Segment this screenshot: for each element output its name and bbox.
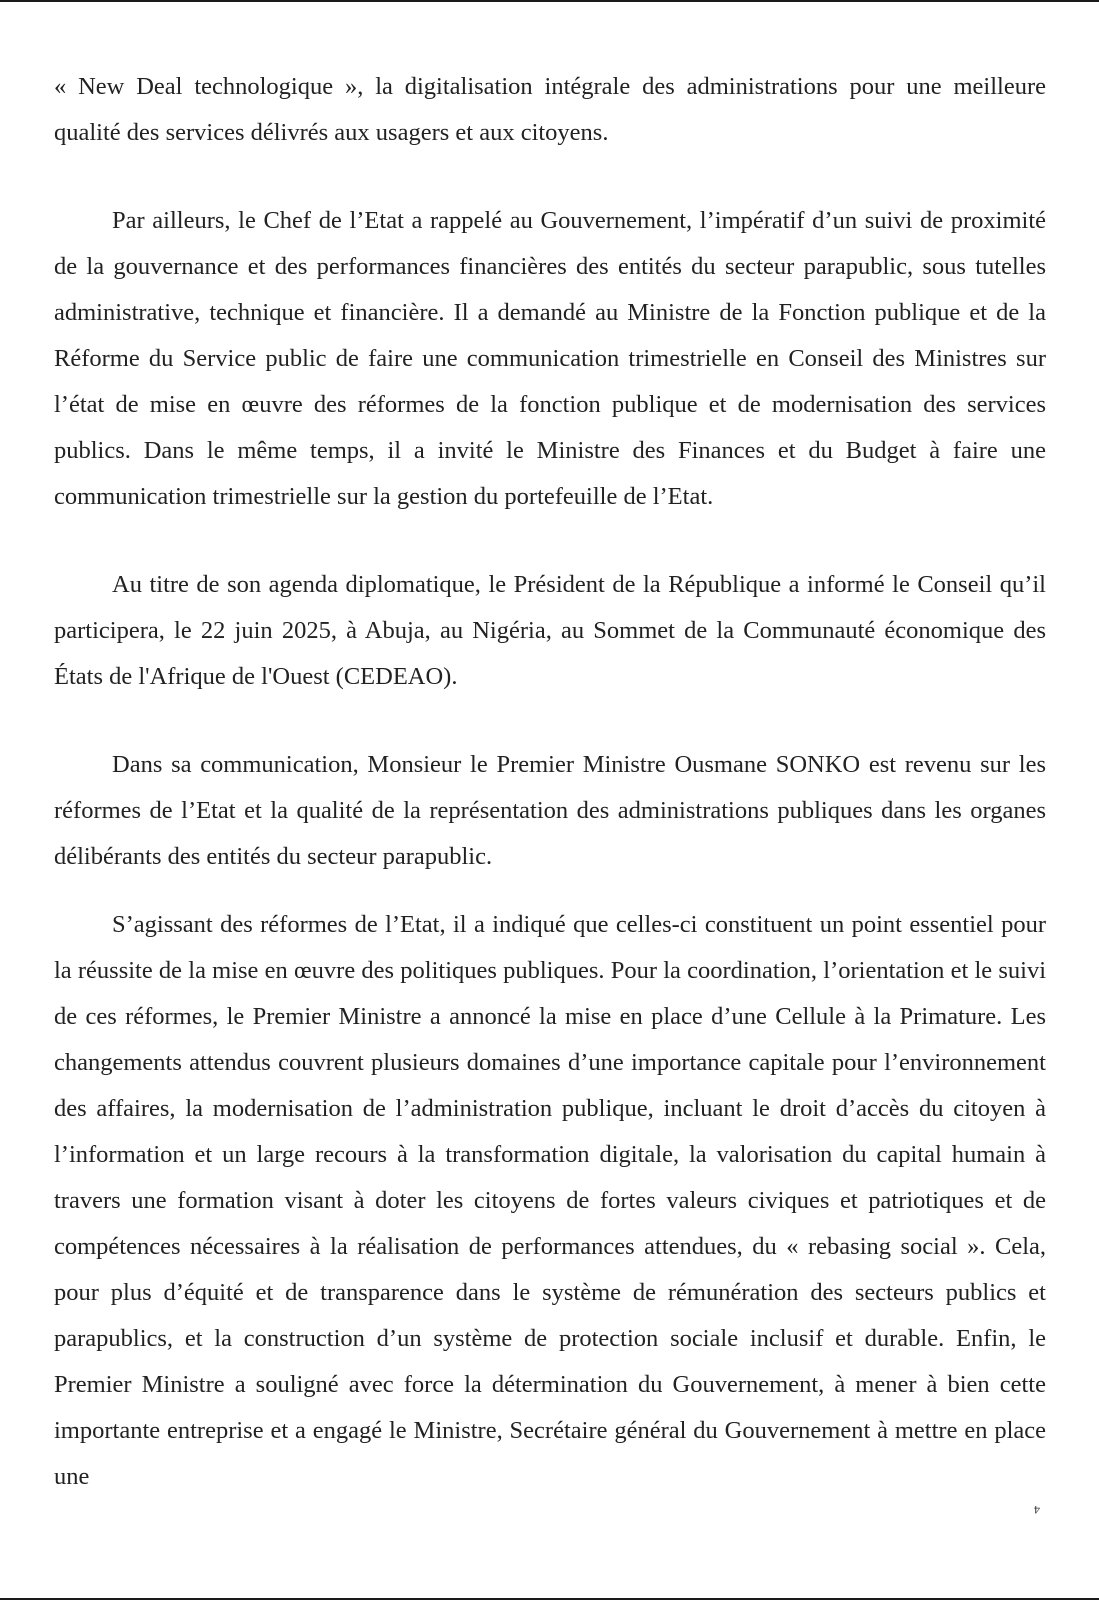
paragraph-diplomatic-agenda: Au titre de son agenda diplomatique, le Président de la République a informé le Conseil qu’il participera, le 22 juin 2025, à Abuja, au Nigéria, au Sommet de la Communauté économique des États de l'Afrique de l'Ouest (CEDEAO). — [54, 571, 1046, 690]
page-number: 4 — [1034, 1503, 1040, 1517]
paragraph-continuation: « New Deal technologique », la digitalisation intégrale des administrations pour une meilleure qualité des services délivrés aux usagers et aux citoyens. — [54, 73, 1046, 146]
document-body — [54, 64, 1046, 1500]
paragraph-governance-followup: Par ailleurs, le Chef de l’Etat a rappelé au Gouvernement, l’impératif d’un suivi de proximité de la gouvernance et des performances financières des entités du secteur parapublic, sous tutelles administrative, technique et financière. Il a demandé au Ministre de la Fonction publique et de la Réforme du Service public de faire une communication trimestrielle en Conseil des Ministres sur l’état de mise en œuvre des réformes de la fonction publique et de modernisation des services publics. Dans le même temps, il a invité le Ministre des Finances et du Budget à faire une communication trimestrielle sur la gestion du portefeuille de l’Etat. — [54, 207, 1046, 510]
paragraph-state-reforms: S’agissant des réformes de l’Etat, il a indiqué que celles-ci constituent un point essentiel pour la réussite de la mise en œuvre des politiques publiques. Pour la coordination, l’orientation et le suivi de ces réformes, le Premier Ministre a annoncé la mise en place d’une Cellule à la Primature. Les changements attendus couvrent plusieurs domaines d’une importance capitale pour l’environnement des affaires, la modernisation de l’administration publique, incluant le droit d’accès du citoyen à l’information et un large recours à la transformation digitale, la valorisation du capital humain à travers une formation visant à doter les citoyens de fortes valeurs civiques et patriotiques et de compétences nécessaires à la réalisation de performances attendues, du « rebasing social ». Cela, pour plus d’équité et de transparence dans le système de rémunération des secteurs publics et parapublics, et la construction d’un système de protection sociale inclusif et durable. Enfin, le Premier Ministre a souligné avec force la détermination du Gouvernement, à mener à bien cette importante entreprise et a engagé le Ministre, Secrétaire général du Gouvernement à mettre en place une — [54, 911, 1046, 1490]
paragraph-prime-minister-communication: Dans sa communication, Monsieur le Premier Ministre Ousmane SONKO est revenu sur les réformes de l’Etat et la qualité de la représentation des administrations publiques dans les organes délibérants des entités du secteur parapublic. — [54, 751, 1046, 870]
